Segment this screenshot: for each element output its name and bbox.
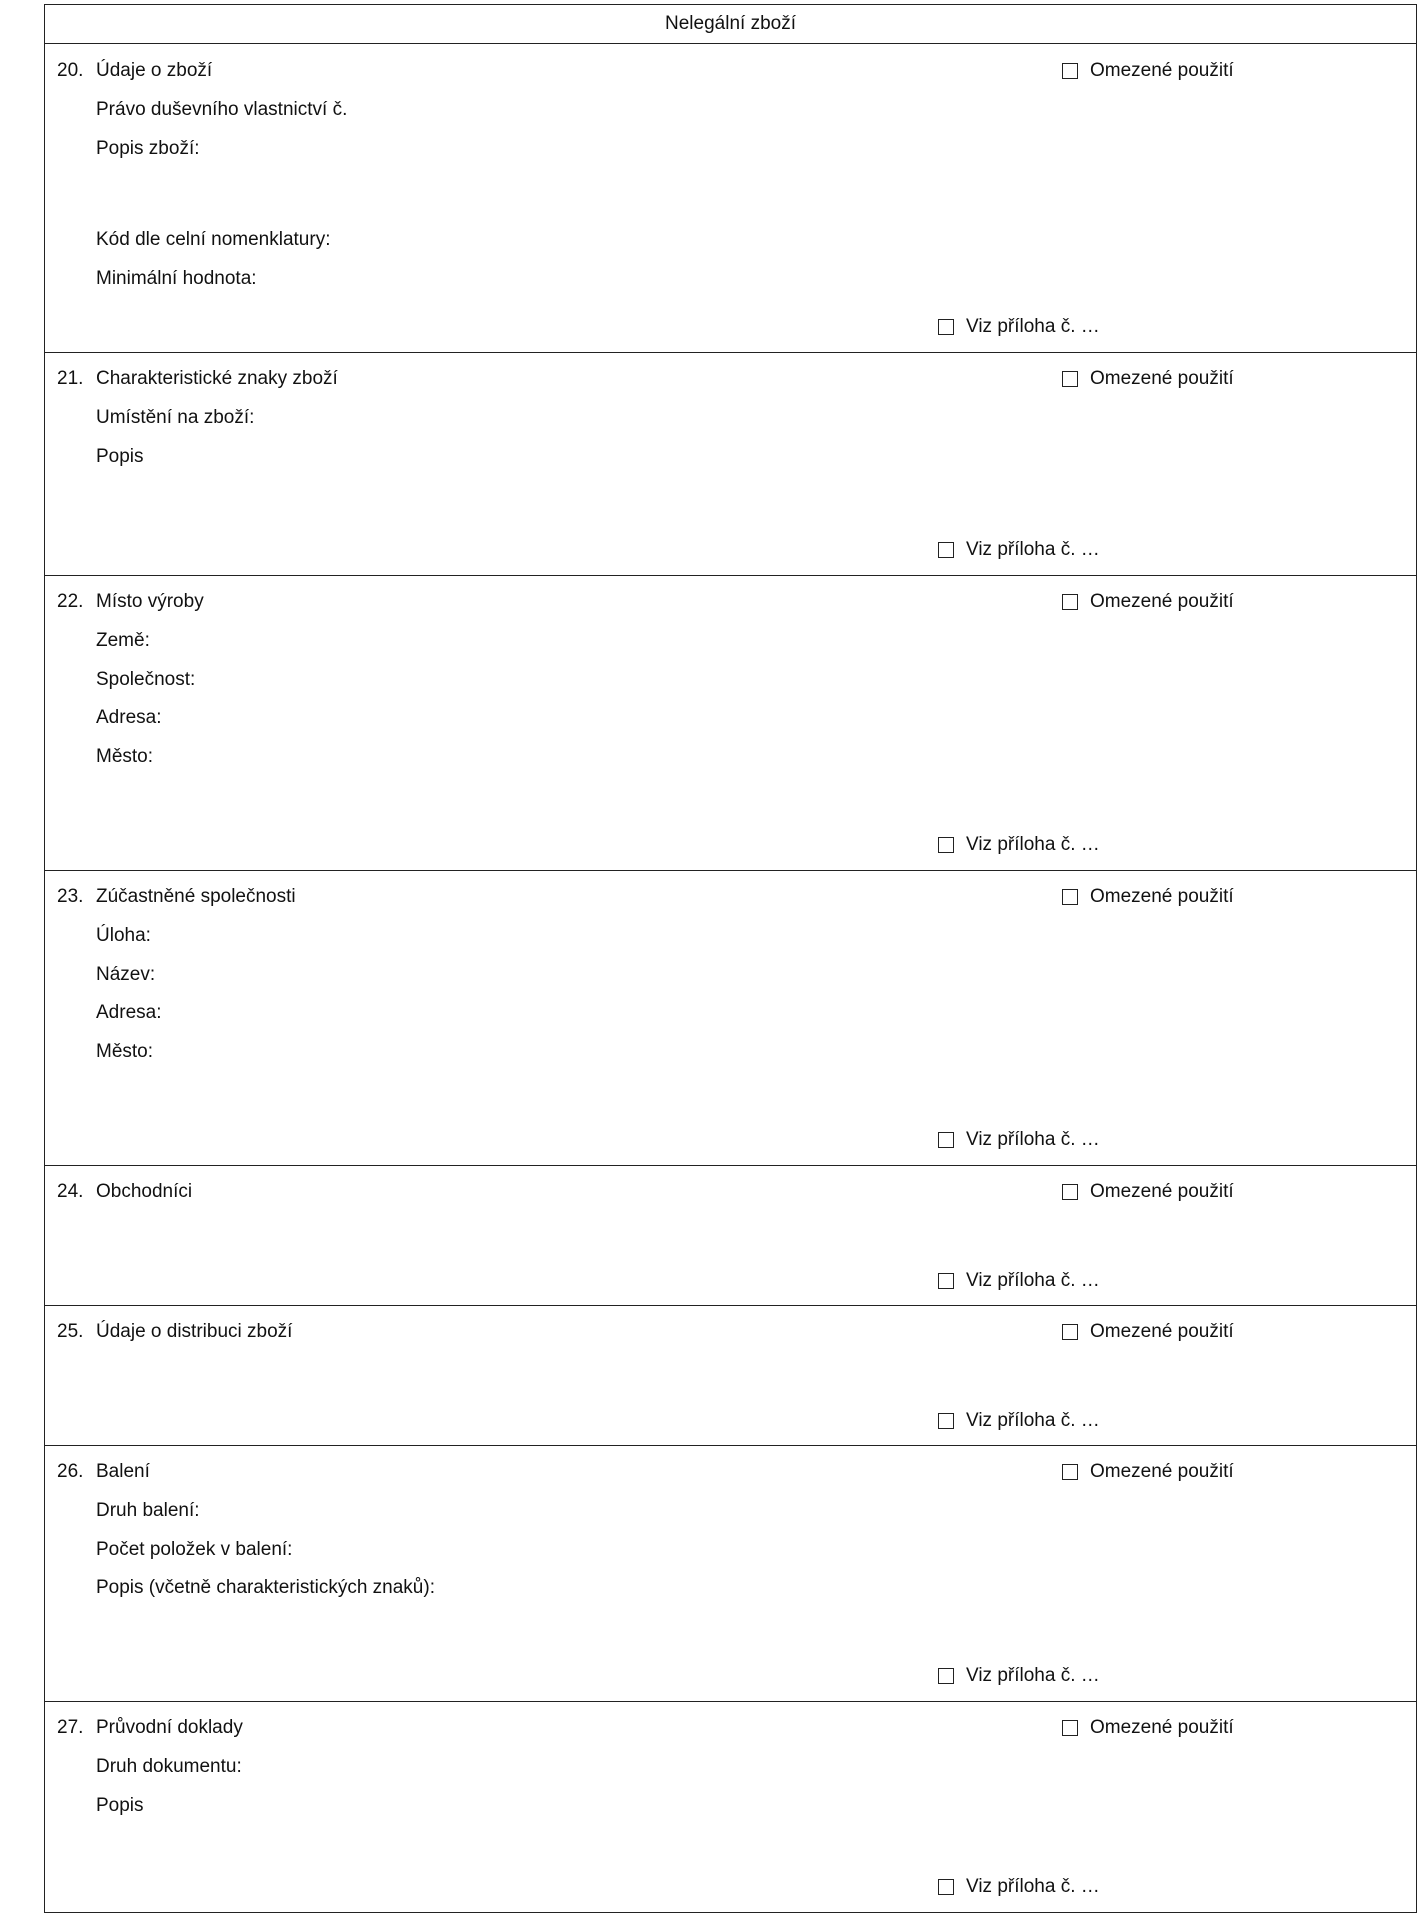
see-annex-checkbox[interactable] <box>938 539 1100 561</box>
field-label: Počet položek v balení: <box>96 1539 293 1560</box>
section-number: 27. <box>57 1717 84 1738</box>
restricted-use-label: Omezené použití <box>1090 1717 1234 1738</box>
see-annex-checkbox[interactable] <box>938 316 1100 338</box>
see-annex-checkbox[interactable] <box>938 1876 1100 1898</box>
see-annex-checkbox[interactable] <box>938 1410 1100 1432</box>
field-label: Země: <box>96 630 150 651</box>
section-title: Obchodníci <box>96 1181 193 1202</box>
restricted-use-checkbox[interactable] <box>1062 886 1234 908</box>
see-annex-label: Viz příloha č. … <box>966 1876 1100 1897</box>
section-22 <box>45 576 1416 871</box>
checkbox-box[interactable] <box>1062 371 1078 387</box>
form-table <box>44 4 1417 1913</box>
checkbox-box[interactable] <box>1062 889 1078 905</box>
section-title: Údaje o zboží <box>96 60 213 81</box>
section-number: 26. <box>57 1461 84 1482</box>
checkbox-box[interactable] <box>1062 594 1078 610</box>
see-annex-label: Viz příloha č. … <box>966 1410 1100 1431</box>
checkbox-box[interactable] <box>1062 1464 1078 1480</box>
section-23 <box>45 871 1416 1166</box>
see-annex-checkbox[interactable] <box>938 1665 1100 1687</box>
checkbox-box[interactable] <box>1062 63 1078 79</box>
form-title: Nelegální zboží <box>45 5 1416 44</box>
see-annex-label: Viz příloha č. … <box>966 1665 1100 1686</box>
checkbox-box[interactable] <box>938 1413 954 1429</box>
section-title: Místo výroby <box>96 591 204 612</box>
checkbox-box[interactable] <box>938 319 954 335</box>
checkbox-box[interactable] <box>938 1668 954 1684</box>
restricted-use-checkbox[interactable] <box>1062 1717 1234 1739</box>
field-label: Minimální hodnota: <box>96 268 257 289</box>
restricted-use-checkbox[interactable] <box>1062 60 1234 82</box>
section-number: 25. <box>57 1321 84 1342</box>
checkbox-box[interactable] <box>938 837 954 853</box>
section-27 <box>45 1702 1416 1912</box>
checkbox-box[interactable] <box>938 1879 954 1895</box>
field-label: Adresa: <box>96 1002 162 1023</box>
section-26 <box>45 1446 1416 1702</box>
field-label: Druh dokumentu: <box>96 1756 242 1777</box>
section-24 <box>45 1166 1416 1306</box>
field-label: Město: <box>96 1041 154 1062</box>
field-label: Umístění na zboží: <box>96 407 255 428</box>
see-annex-checkbox[interactable] <box>938 1270 1100 1292</box>
section-title: Průvodní doklady <box>96 1717 243 1738</box>
field-label: Popis <box>96 1795 144 1816</box>
field-label: Adresa: <box>96 707 162 728</box>
restricted-use-label: Omezené použití <box>1090 1321 1234 1342</box>
checkbox-box[interactable] <box>1062 1184 1078 1200</box>
checkbox-box[interactable] <box>938 1273 954 1289</box>
section-title: Charakteristické znaky zboží <box>96 368 338 389</box>
field-label: Úloha: <box>96 925 151 946</box>
see-annex-label: Viz příloha č. … <box>966 834 1100 855</box>
section-title: Údaje o distribuci zboží <box>96 1321 293 1342</box>
restricted-use-label: Omezené použití <box>1090 1181 1234 1202</box>
section-number: 24. <box>57 1181 84 1202</box>
see-annex-label: Viz příloha č. … <box>966 539 1100 560</box>
checkbox-box[interactable] <box>938 1132 954 1148</box>
restricted-use-checkbox[interactable] <box>1062 1461 1234 1483</box>
see-annex-label: Viz příloha č. … <box>966 1129 1100 1150</box>
checkbox-box[interactable] <box>1062 1324 1078 1340</box>
field-label: Právo duševního vlastnictví č. <box>96 99 348 120</box>
field-label: Popis <box>96 446 144 467</box>
see-annex-checkbox[interactable] <box>938 834 1100 856</box>
section-number: 21. <box>57 368 84 389</box>
restricted-use-label: Omezené použití <box>1090 1461 1234 1482</box>
restricted-use-label: Omezené použití <box>1090 368 1234 389</box>
see-annex-checkbox[interactable] <box>938 1129 1100 1151</box>
section-title: Balení <box>96 1461 150 1482</box>
field-label: Druh balení: <box>96 1500 200 1521</box>
section-20 <box>45 45 1416 353</box>
restricted-use-label: Omezené použití <box>1090 60 1234 81</box>
see-annex-label: Viz příloha č. … <box>966 316 1100 337</box>
restricted-use-label: Omezené použití <box>1090 886 1234 907</box>
section-number: 22. <box>57 591 84 612</box>
field-label: Název: <box>96 964 156 985</box>
field-label: Město: <box>96 746 154 767</box>
field-label: Kód dle celní nomenklatury: <box>96 229 331 250</box>
checkbox-box[interactable] <box>1062 1720 1078 1736</box>
section-21 <box>45 353 1416 576</box>
restricted-use-label: Omezené použití <box>1090 591 1234 612</box>
see-annex-label: Viz příloha č. … <box>966 1270 1100 1291</box>
section-number: 20. <box>57 60 84 81</box>
restricted-use-checkbox[interactable] <box>1062 368 1234 390</box>
restricted-use-checkbox[interactable] <box>1062 1181 1234 1203</box>
field-label: Společnost: <box>96 669 196 690</box>
field-label: Popis (včetně charakteristických znaků): <box>96 1577 435 1598</box>
field-label: Popis zboží: <box>96 138 200 159</box>
restricted-use-checkbox[interactable] <box>1062 591 1234 613</box>
restricted-use-checkbox[interactable] <box>1062 1321 1234 1343</box>
section-title: Zúčastněné společnosti <box>96 886 296 907</box>
checkbox-box[interactable] <box>938 542 954 558</box>
section-25 <box>45 1306 1416 1446</box>
section-number: 23. <box>57 886 84 907</box>
